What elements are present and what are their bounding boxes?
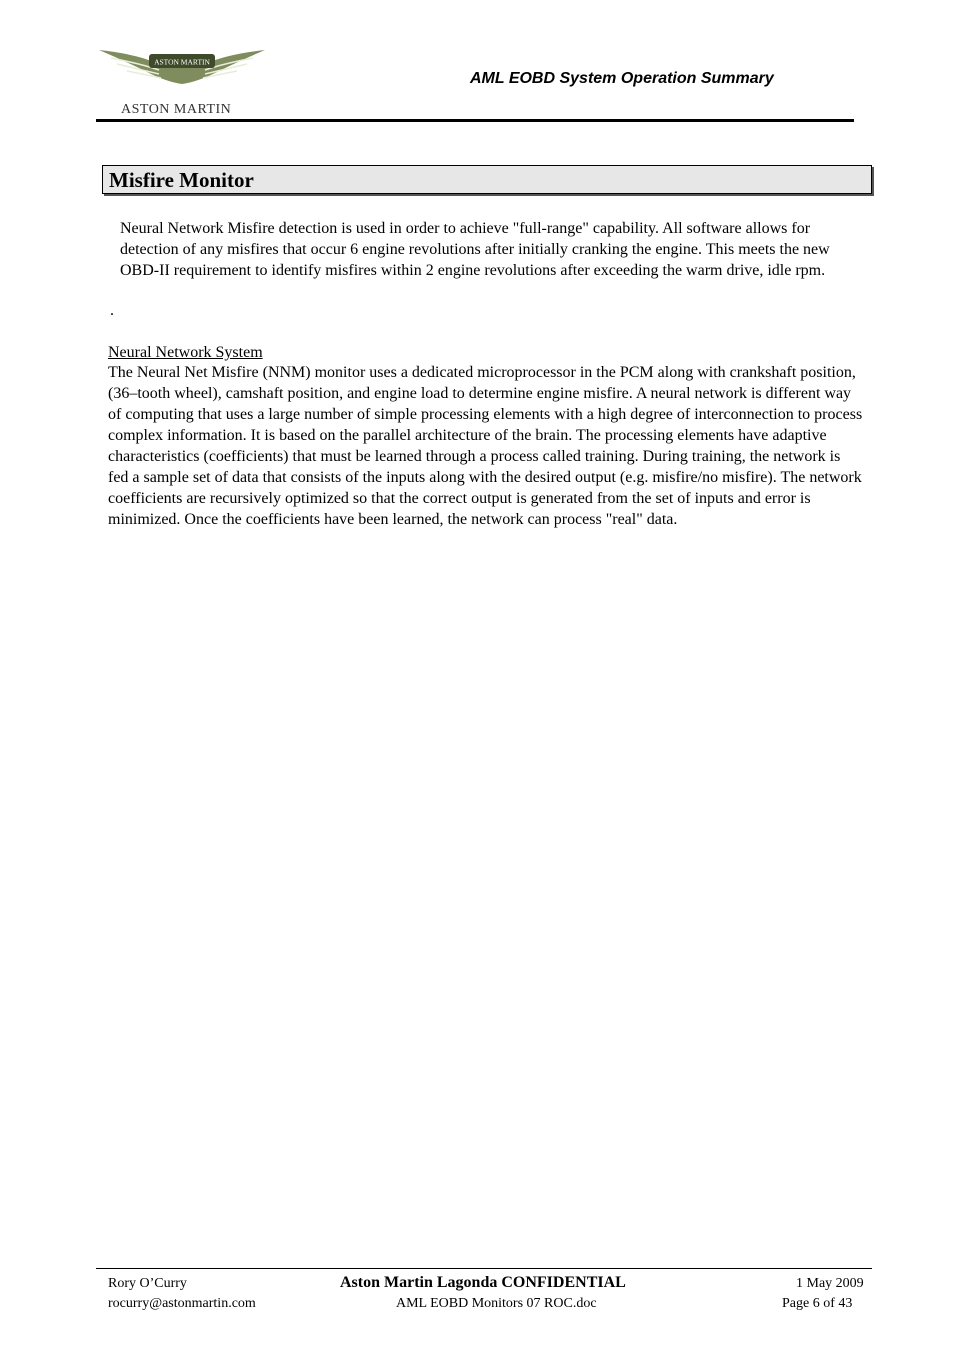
wings-logo-icon: [97, 44, 267, 100]
intro-paragraph: Neural Network Misfire detection is used in order to achieve "full-range" capability. All software allows for detection of any misfires that occur 6 engine revolutions after initially cranking the engine. This meets the new OBD-II requirement to identify misfires within 2 engine revolutions after exceeding the warm drive, idle rpm.: [120, 220, 830, 279]
footer-filename: AML EOBD Monitors 07 ROC.doc: [396, 1296, 597, 1311]
footer-date: 1 May 2009: [796, 1276, 864, 1291]
footer-divider: [96, 1268, 872, 1269]
footer-page-number: Page 6 of 43: [782, 1296, 853, 1311]
stray-period: .: [110, 302, 114, 319]
brand-name: ASTON MARTIN: [121, 102, 232, 117]
section-title: Misfire Monitor: [109, 168, 254, 192]
svg-text:ASTON MARTIN: ASTON MARTIN: [154, 57, 210, 67]
footer-confidential: Aston Martin Lagonda CONFIDENTIAL: [340, 1274, 626, 1291]
document-header-title: AML EOBD System Operation Summary: [470, 70, 774, 87]
footer-author: Rory O’Curry: [108, 1276, 187, 1291]
header-divider: [96, 119, 854, 122]
section-heading-box: [102, 165, 872, 194]
body-paragraph: The Neural Net Misfire (NNM) monitor uses a dedicated microprocessor in the PCM along with crankshaft position, (36–tooth wheel), camshaft position, and engine load to determine engine misfire. A neural network is different way of computing that uses a large number of simple processing elements with a high degree of interconnection to process complex information. It is based on the parallel architecture of the brain. The processing elements have adaptive characteristics (coefficients) that must be learned through a process called training. During training, the network is fed a sample set of data that consists of the inputs along with the desired output (e.g. misfire/no misfire). The network coefficients are recursively optimized so that the correct output is generated from the set of inputs and error is minimized. Once the coefficients have been learned, the network can process "real" data.: [108, 364, 863, 528]
footer-email: rocurry@astonmartin.com: [108, 1296, 256, 1311]
aston-martin-logo: [97, 44, 267, 120]
subheading-neural-network-system: Neural Network System: [108, 344, 263, 361]
